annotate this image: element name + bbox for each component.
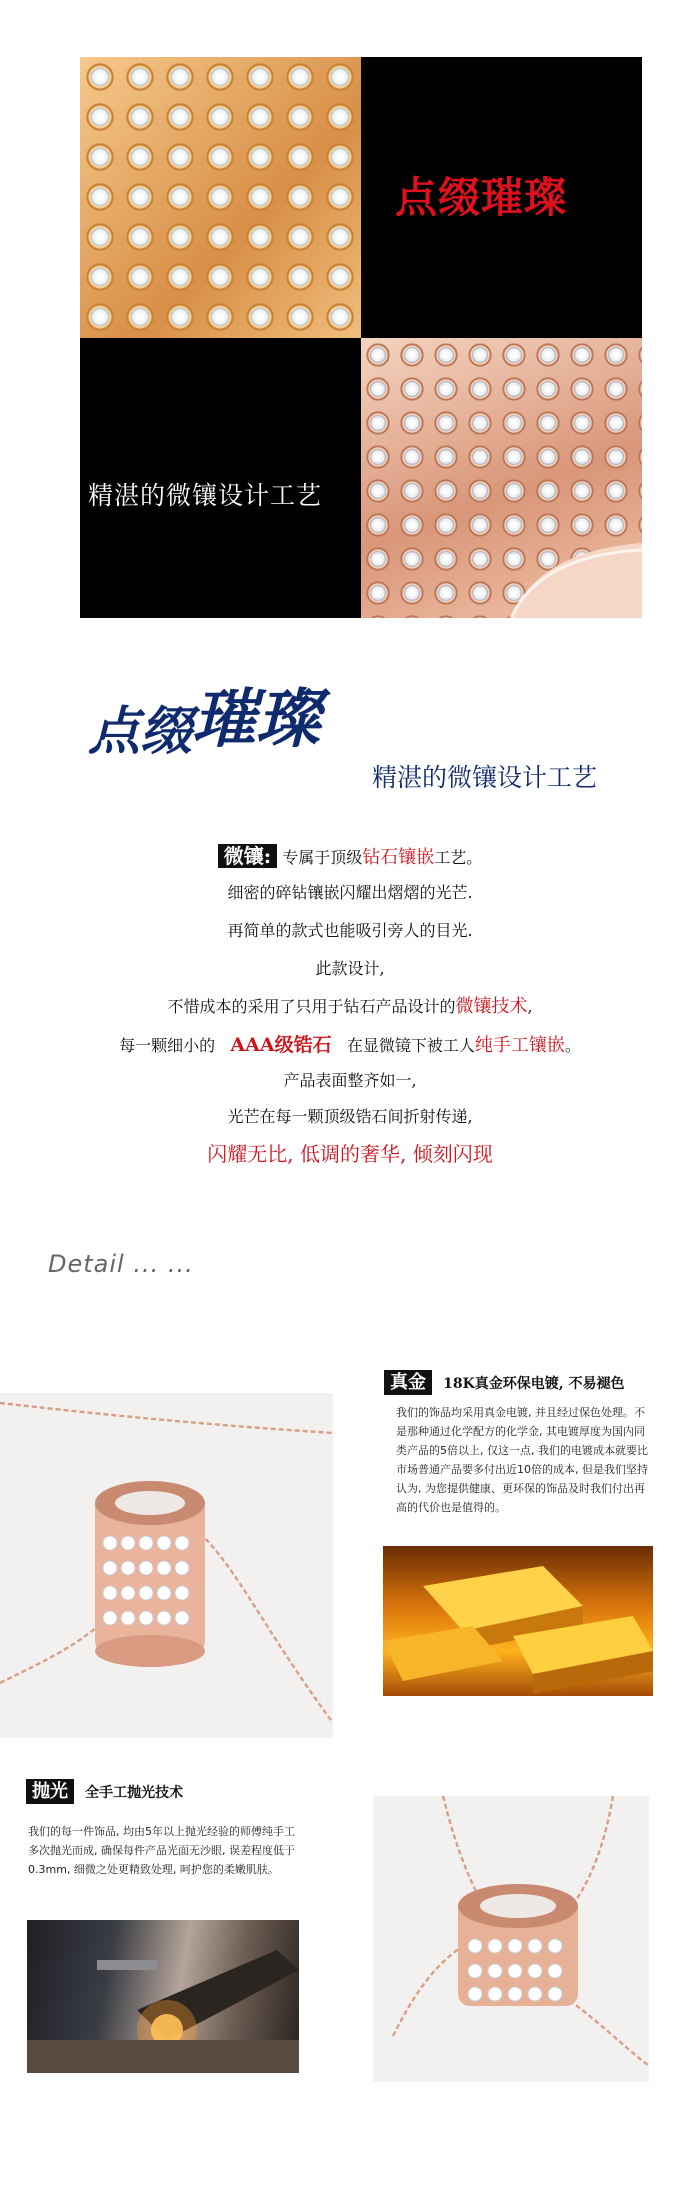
gold-heading: 18K真金环保电镀, 不易褪色: [443, 1376, 625, 1392]
rose-band-highlight: [361, 338, 642, 618]
description-line-8: 光芒在每一颗顶级锆石间折射传递,: [227, 1107, 473, 1126]
collage-title-panel: [361, 57, 642, 338]
highlight: 微镶技术: [455, 996, 528, 1017]
text: 专属于顶级: [282, 848, 363, 867]
description-line-6: [0, 1030, 700, 1057]
gold-tag: 真金: [384, 1370, 432, 1395]
polishing-illustration: [27, 1920, 299, 2073]
text: ,: [527, 997, 533, 1016]
rose-pave-image: [361, 338, 642, 618]
collage-subtitle-panel: [80, 338, 361, 618]
polish-tag: 抛光: [26, 1779, 74, 1804]
necklace-pendant-illustration-2: [373, 1796, 649, 2082]
heading-title-main: 璀璨: [192, 682, 321, 757]
highlight: 钻石镶嵌: [362, 847, 435, 868]
gold-section-header: [384, 1368, 625, 1394]
gold-paragraph: 我们的饰品均采用真金电镀, 并且经过保色处理。不是那种通过化学配方的化学金, 其电镀厚度为国内同类产品的5倍以上, 仅这一点, 我们的电镀成本就要比市场普通产品要多付出近10倍的成本, 但是我们坚持认为, 为您提供健康、更环保的饰品及时我们付出再高的代价也是值得的。: [396, 1406, 648, 1514]
polish-paragraph: 我们的每一件饰品, 均由5年以上抛光经验的师傅纯手工多次抛光而成, 确保每件产品光面无沙眼, 误差程度低于0.3mm, 细微之处更精致处理, 呵护您的柔嫩肌肤。: [28, 1825, 295, 1876]
gold-pave-image: [80, 57, 361, 338]
description-line-1: [0, 840, 700, 869]
microset-tag: 微镶:: [218, 844, 277, 868]
description-line-5: [0, 992, 700, 1018]
product-photo-large: [0, 1393, 333, 1738]
gold-bars-image: [383, 1546, 653, 1696]
text: 不惜成本的采用了只用于钻石产品设计的: [167, 997, 456, 1016]
highlight: AAA级锆石: [230, 1034, 332, 1056]
description-tagline: 闪耀无比, 低调的奢华, 倾刻闪现: [207, 1142, 493, 1166]
description-line-7: 产品表面整齐如一,: [283, 1071, 417, 1090]
section-heading: [88, 668, 320, 764]
polish-heading: 全手工抛光技术: [85, 1785, 184, 1801]
detail-label: Detail ... ...: [48, 1250, 194, 1278]
description-line-3: 再简单的款式也能吸引旁人的目光.: [227, 921, 473, 940]
description-line-2: 细密的碎钻镶嵌闪耀出熠熠的光芒.: [227, 883, 473, 902]
collage-title: 点缀璀璨: [395, 173, 568, 222]
gold-bars-illustration: [383, 1546, 653, 1696]
product-photo-small: [373, 1796, 649, 2082]
text: 每一颗细小的: [119, 1036, 216, 1055]
heading-subtitle: 精湛的微镶设计工艺: [372, 763, 598, 792]
collage-subtitle: 精湛的微镶设计工艺: [88, 481, 323, 510]
polishing-workshop-image: [27, 1920, 299, 2073]
text: 。: [564, 1036, 581, 1055]
necklace-pendant-illustration: [0, 1393, 333, 1738]
description-line-4: 此款设计,: [315, 959, 385, 978]
highlight: 纯手工镶嵌: [474, 1035, 565, 1056]
text: 工艺。: [434, 848, 483, 867]
hero-collage: [80, 57, 642, 618]
text: 在显微镜下被工人: [346, 1036, 475, 1055]
polish-section-header: [26, 1777, 183, 1803]
heading-title-prefix: 点缀: [88, 701, 193, 762]
